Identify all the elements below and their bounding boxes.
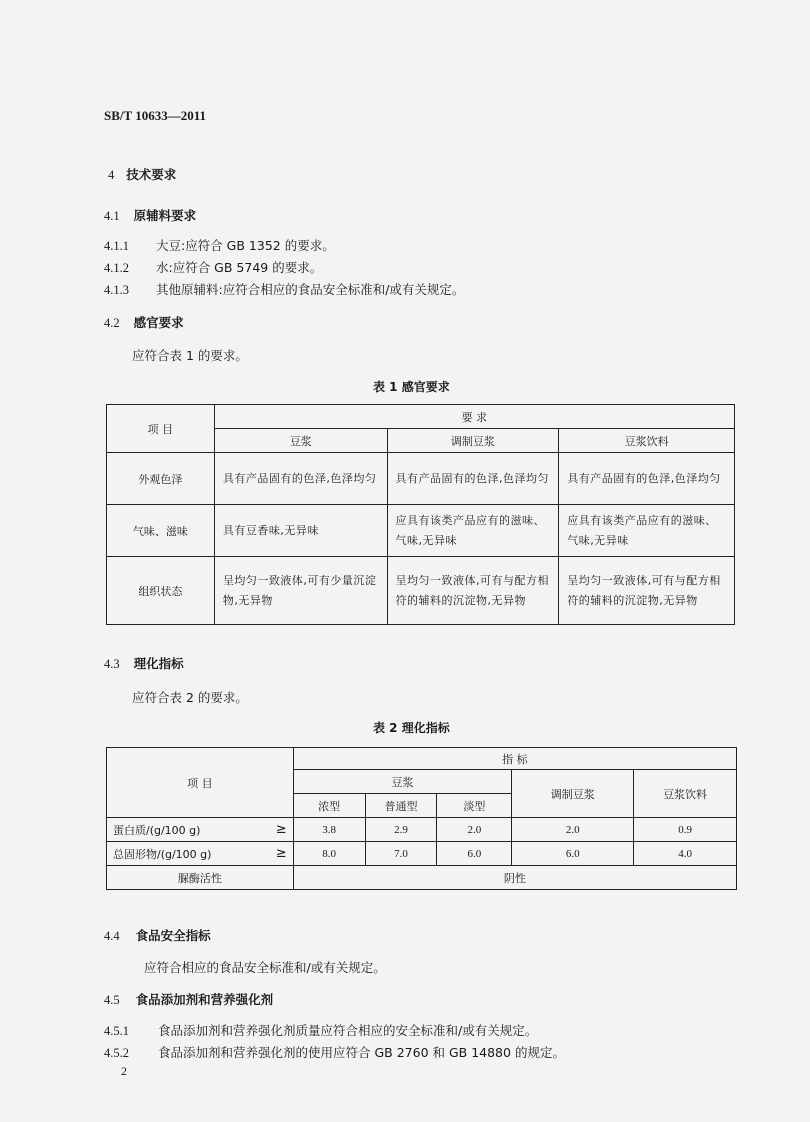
- section-4-heading: 4 技术要求: [108, 167, 177, 182]
- table-1-req-header: 要 求: [214, 405, 734, 429]
- table-row: [107, 453, 735, 505]
- table-2-col-yinliao: 豆浆饮料: [634, 770, 737, 818]
- table-cell: 具有豆香味,无异味: [214, 505, 387, 557]
- table-row: [107, 842, 737, 866]
- table-cell: 气味、滋味: [107, 505, 215, 557]
- section-4-4-heading: 4.4 食品安全指标: [104, 928, 211, 943]
- table-1-item-header: 项 目: [107, 405, 215, 453]
- page-number: 2: [121, 1064, 127, 1078]
- clause-4-1-3: 4.1.3 其他原辅料:应符合相应的食品安全标准和/或有关规定。: [104, 282, 465, 297]
- section-4-1-heading: 4.1 原辅料要求: [104, 208, 197, 223]
- section-4-4-body: 应符合相应的食品安全标准和/或有关规定。: [144, 960, 386, 975]
- table-1-col-yinliao: 豆浆饮料: [559, 429, 735, 453]
- table-cell: 呈均匀一致液体,可有少量沉淀物,无异物: [214, 557, 387, 625]
- table-cell: 2.9: [365, 818, 437, 842]
- table-cell: 4.0: [634, 842, 737, 866]
- table-cell: 具有产品固有的色泽,色泽均匀: [387, 453, 559, 505]
- table-2-sub-dan: 淡型: [437, 794, 512, 818]
- table-row: [107, 866, 737, 890]
- table-cell: 6.0: [512, 842, 634, 866]
- clause-4-1-2: 4.1.2 水:应符合 GB 5749 的要求。: [104, 260, 323, 275]
- table-cell: 应具有该类产品应有的滋味、气味,无异味: [387, 505, 559, 557]
- table-row: [107, 557, 735, 625]
- table-cell: 6.0: [437, 842, 512, 866]
- table-row: [107, 505, 735, 557]
- physicochemical-table: [106, 747, 737, 890]
- table-2-sub-nong: 浓型: [293, 794, 365, 818]
- table-cell: 外观色泽: [107, 453, 215, 505]
- standard-code: SB/T 10633—2011: [104, 108, 206, 123]
- section-4-2-body: 应符合表 1 的要求。: [132, 348, 248, 363]
- table-2-sub-putong: 普通型: [365, 794, 437, 818]
- section-4-2-heading: 4.2 感官要求: [104, 315, 184, 330]
- table-cell: 应具有该类产品应有的滋味、气味,无异味: [559, 505, 735, 557]
- table-cell: 呈均匀一致液体,可有与配方相符的辅料的沉淀物,无异物: [559, 557, 735, 625]
- sensory-table: [106, 404, 735, 625]
- clause-4-1-1: 4.1.1 大豆:应符合 GB 1352 的要求。: [104, 238, 335, 253]
- section-4-3-body: 应符合表 2 的要求。: [132, 690, 248, 705]
- section-4-5-heading: 4.5 食品添加剂和营养强化剂: [104, 992, 274, 1007]
- table-cell: 脲酶活性: [107, 866, 294, 890]
- table-2-col-doujiang: 豆浆: [293, 770, 512, 794]
- table-2-index-header: 指 标: [293, 748, 736, 770]
- table-cell: 2.0: [437, 818, 512, 842]
- table-2-col-tiaozhi: 调制豆浆: [512, 770, 634, 818]
- table-cell: 阴性: [293, 866, 736, 890]
- table-cell: 3.8: [293, 818, 365, 842]
- clause-4-5-2: 4.5.2 食品添加剂和营养强化剂的使用应符合 GB 2760 和 GB 14880 的规定。: [104, 1045, 565, 1060]
- table-cell: 0.9: [634, 818, 737, 842]
- table-cell: 2.0: [512, 818, 634, 842]
- table-cell: 总固形物/(g/100 g) ≥: [107, 842, 294, 866]
- table-cell: 呈均匀一致液体,可有与配方相符的辅料的沉淀物,无异物: [387, 557, 559, 625]
- table-cell: 具有产品固有的色泽,色泽均匀: [214, 453, 387, 505]
- table-1-col-doujiang: 豆浆: [214, 429, 387, 453]
- table-2-caption: 表 2 理化指标: [373, 721, 450, 735]
- clause-4-5-1: 4.5.1 食品添加剂和营养强化剂质量应符合相应的安全标准和/或有关规定。: [104, 1023, 538, 1038]
- section-4-3-heading: 4.3 理化指标: [104, 656, 184, 671]
- table-1-caption: 表 1 感官要求: [373, 380, 450, 394]
- table-cell: 8.0: [293, 842, 365, 866]
- table-cell: 蛋白质/(g/100 g) ≥: [107, 818, 294, 842]
- table-1-col-tiaozhi: 调制豆浆: [387, 429, 559, 453]
- table-cell: 7.0: [365, 842, 437, 866]
- table-2-item-header: 项 目: [107, 748, 294, 818]
- table-cell: 具有产品固有的色泽,色泽均匀: [559, 453, 735, 505]
- table-row: [107, 818, 737, 842]
- table-cell: 组织状态: [107, 557, 215, 625]
